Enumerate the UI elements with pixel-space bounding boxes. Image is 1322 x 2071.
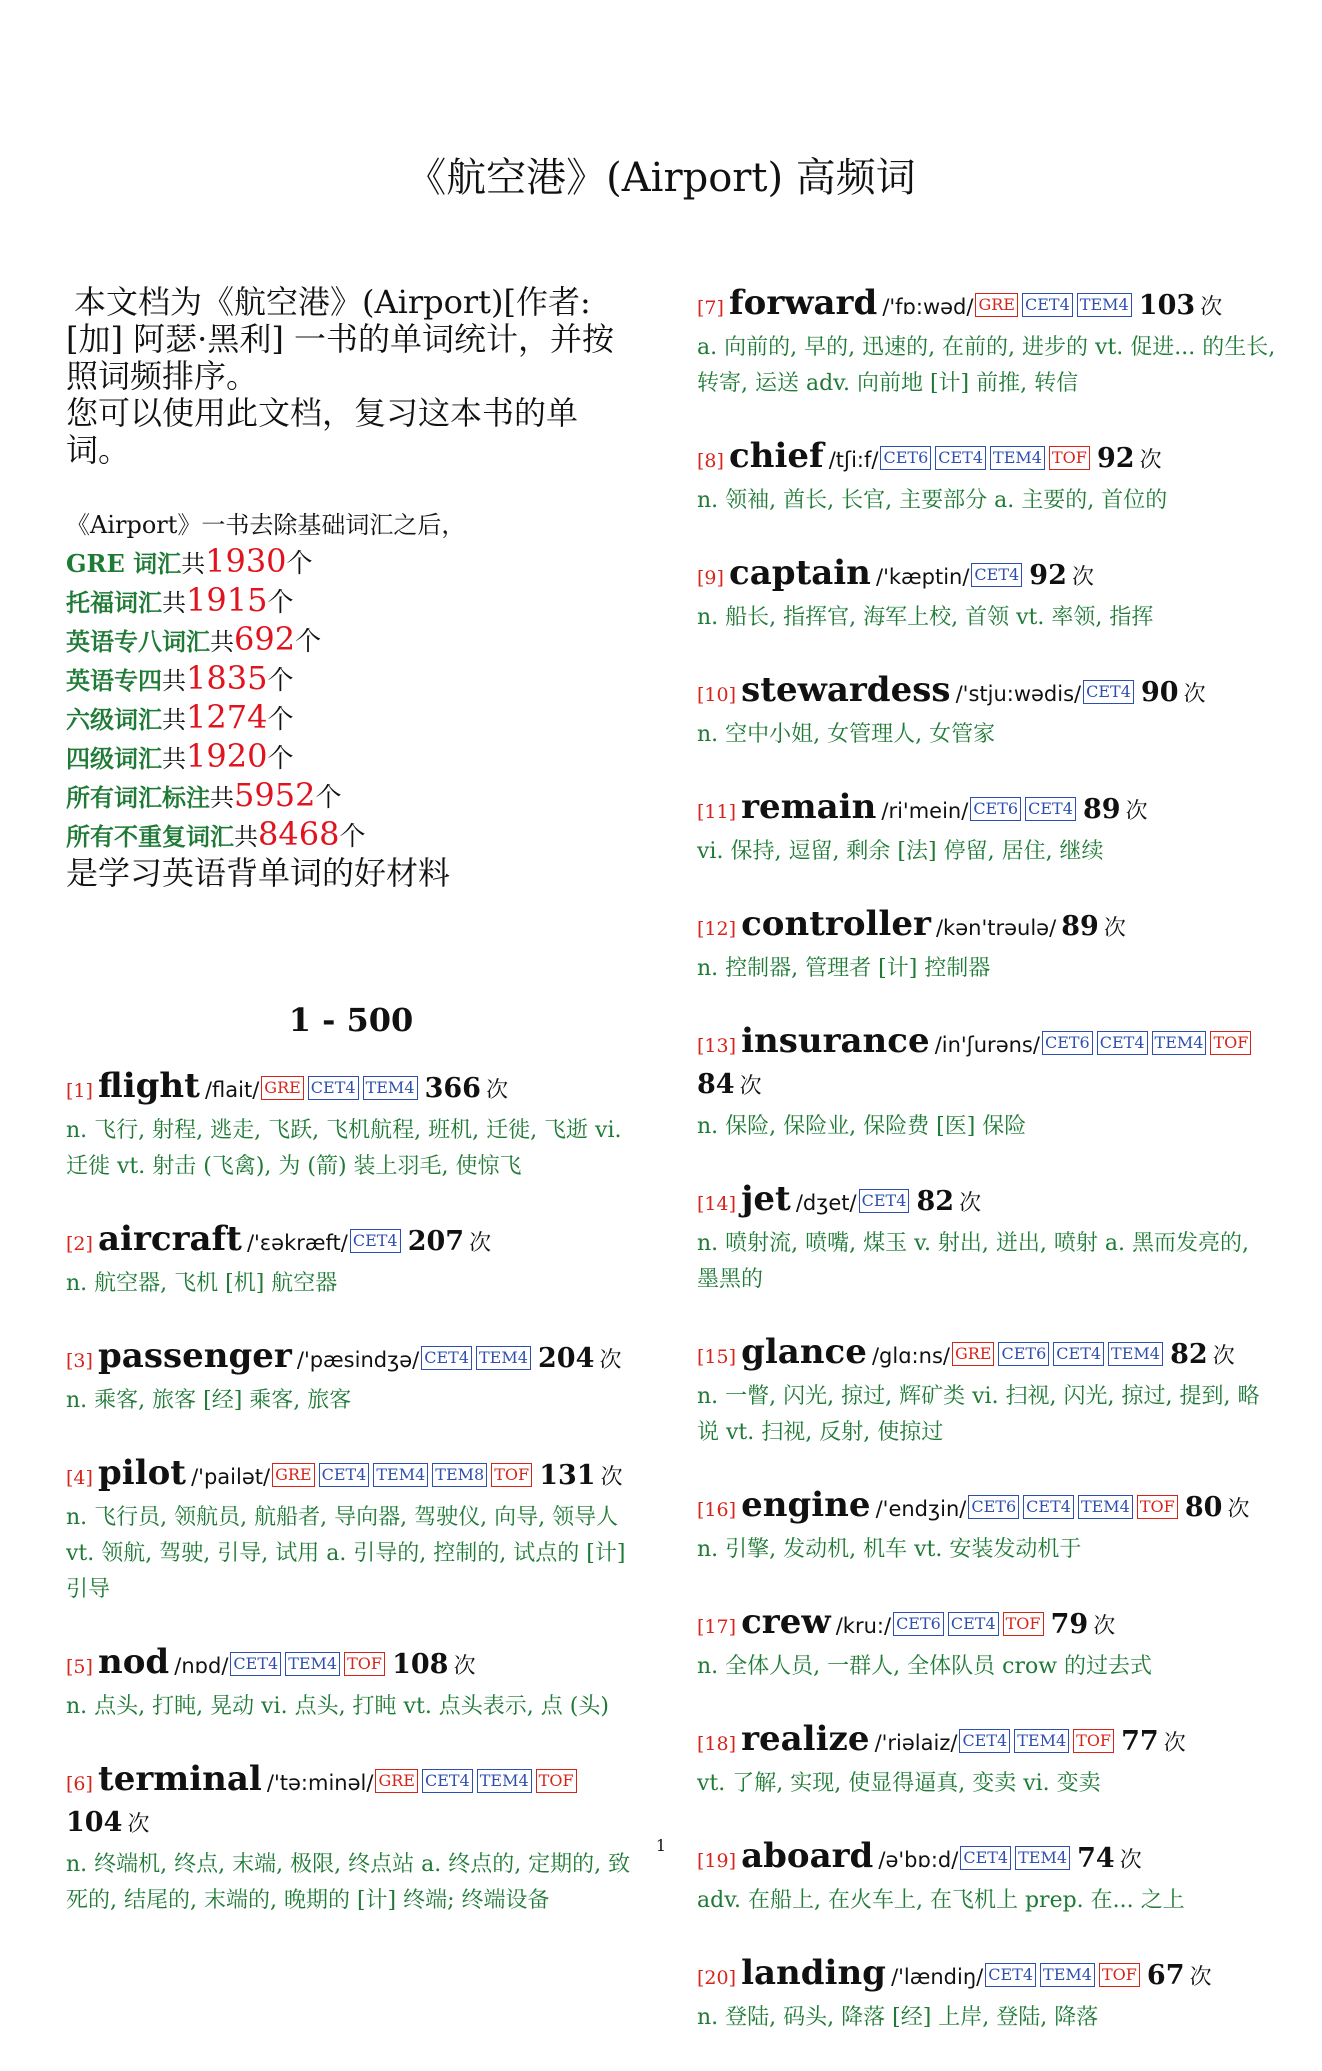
entry-definition: n. 乘客, 旅客 [经] 乘客, 旅客 bbox=[66, 1388, 352, 1413]
exam-tag: TEM4 bbox=[1015, 1846, 1070, 1870]
entry-rank: [20] bbox=[697, 1967, 737, 1989]
exam-tag: CET4 bbox=[1053, 1342, 1104, 1366]
intro-paragraph-2: 您可以使用此文档，复习这本书的单词。 bbox=[66, 394, 579, 469]
entry-word: stewardess bbox=[741, 670, 951, 710]
entry-rank: [5] bbox=[66, 1656, 93, 1678]
word-entry bbox=[697, 1180, 1277, 1298]
entry-head bbox=[66, 1067, 636, 1111]
entry-frequency: 82 bbox=[916, 1186, 955, 1217]
entry-frequency: 92 bbox=[1029, 560, 1067, 591]
stat-count: 1930 bbox=[205, 542, 287, 580]
entry-phonetic: /'ɛəkræft/ bbox=[246, 1231, 348, 1255]
exam-tag: TEM4 bbox=[1014, 1729, 1069, 1753]
entry-phonetic: /dʒet/ bbox=[795, 1191, 857, 1215]
entry-frequency: 207 bbox=[407, 1226, 465, 1257]
entry-word: terminal bbox=[98, 1759, 262, 1799]
entry-word: chief bbox=[729, 436, 824, 476]
entry-frequency: 74 bbox=[1077, 1843, 1115, 1874]
entry-definition: n. 点头, 打盹, 晃动 vi. 点头, 打盹 vt. 点头表示, 点 (头) bbox=[66, 1694, 609, 1719]
stat-line bbox=[66, 582, 636, 621]
entry-phonetic: /ə'bɒ:d/ bbox=[878, 1848, 959, 1872]
entry-definition: n. 一瞥, 闪光, 掠过, 辉矿类 vi. 扫视, 闪光, 掠过, 提到, 略说 vt. 扫视, 反射, 使掠过 bbox=[697, 1384, 1260, 1445]
entry-word: captain bbox=[729, 553, 871, 593]
exam-tag: TOF bbox=[1210, 1031, 1251, 1055]
entry-head bbox=[697, 1603, 1277, 1647]
entry-head bbox=[697, 1486, 1277, 1530]
stat-line bbox=[66, 621, 636, 660]
word-entry bbox=[66, 1454, 636, 1608]
entry-definition: vt. 了解, 实现, 使显得逼真, 变卖 vi. 变卖 bbox=[697, 1771, 1101, 1796]
word-entry bbox=[697, 1603, 1277, 1685]
stat-count: 1274 bbox=[186, 698, 268, 736]
entry-head bbox=[697, 905, 1277, 949]
exam-tag: TOF bbox=[1073, 1729, 1114, 1753]
word-entry bbox=[697, 1022, 1277, 1145]
entry-definition: n. 领袖, 酋长, 长官, 主要部分 a. 主要的, 首位的 bbox=[697, 488, 1168, 513]
stat-count: 692 bbox=[234, 620, 296, 658]
entry-frequency: 82 bbox=[1170, 1339, 1208, 1370]
stat-line bbox=[66, 816, 636, 855]
entry-head bbox=[66, 1643, 636, 1687]
exam-tag: CET4 bbox=[971, 563, 1022, 587]
exam-tag: TOF bbox=[536, 1769, 577, 1793]
word-entry bbox=[66, 1643, 636, 1725]
exam-tag: CET4 bbox=[230, 1652, 281, 1676]
entry-word: jet bbox=[741, 1179, 791, 1219]
stat-label: GRE 词汇 bbox=[66, 549, 182, 578]
frequency-unit: 次 bbox=[1227, 1497, 1250, 1522]
word-entry bbox=[697, 1333, 1277, 1451]
entry-word: insurance bbox=[741, 1021, 930, 1061]
frequency-unit: 次 bbox=[600, 1465, 623, 1490]
stat-mid: 共 bbox=[181, 550, 206, 578]
entry-phonetic: /'endʒin/ bbox=[875, 1497, 967, 1521]
word-entry bbox=[697, 1954, 1277, 2036]
exam-tag: TEM4 bbox=[363, 1076, 418, 1100]
exam-tag: TOF bbox=[491, 1463, 532, 1487]
stat-mid: 共 bbox=[234, 823, 258, 851]
frequency-unit: 次 bbox=[1163, 1731, 1186, 1756]
exam-tag: TOF bbox=[1049, 446, 1090, 470]
entry-rank: [4] bbox=[66, 1467, 93, 1489]
entry-word: realize bbox=[741, 1719, 870, 1759]
stat-count: 1915 bbox=[186, 581, 268, 619]
left-column bbox=[66, 284, 636, 1954]
entry-definition: n. 控制器, 管理者 [计] 控制器 bbox=[697, 956, 991, 981]
entry-rank: [17] bbox=[697, 1616, 737, 1638]
entry-definition: vi. 保持, 逗留, 剩余 [法] 停留, 居住, 继续 bbox=[697, 839, 1104, 864]
entry-word: landing bbox=[741, 1953, 886, 1993]
stat-lines bbox=[66, 543, 636, 855]
exam-tag: GRE bbox=[952, 1342, 995, 1366]
entry-word: aboard bbox=[741, 1836, 874, 1876]
entry-definition: n. 全体人员, 一群人, 全体队员 crow 的过去式 bbox=[697, 1654, 1153, 1679]
entry-word: crew bbox=[741, 1602, 831, 1642]
word-entry bbox=[697, 1720, 1277, 1802]
entry-phonetic: /'tə:minəl/ bbox=[266, 1771, 374, 1795]
exam-tag: CET4 bbox=[421, 1346, 472, 1370]
exam-tag: TEM4 bbox=[990, 446, 1045, 470]
entry-word: controller bbox=[741, 904, 931, 944]
entry-phonetic: /'kæptin/ bbox=[876, 565, 970, 589]
stat-count: 8468 bbox=[258, 815, 340, 853]
entry-frequency: 77 bbox=[1121, 1726, 1159, 1757]
stat-mid: 共 bbox=[162, 745, 186, 773]
right-column bbox=[697, 284, 1277, 2071]
exam-tag: CET6 bbox=[880, 446, 931, 470]
exam-tag: TEM4 bbox=[1152, 1031, 1207, 1055]
entry-frequency: 89 bbox=[1061, 911, 1099, 942]
exam-tag: TOF bbox=[1099, 1963, 1140, 1987]
exam-tag: TEM4 bbox=[477, 1769, 532, 1793]
entry-word: pilot bbox=[98, 1453, 187, 1493]
stat-label: 四级词汇 bbox=[66, 744, 162, 773]
exam-tag: TOF bbox=[1003, 1612, 1044, 1636]
exam-tag: TEM4 bbox=[1077, 293, 1132, 317]
exam-tag: CET6 bbox=[998, 1342, 1049, 1366]
entry-frequency: 366 bbox=[424, 1073, 481, 1104]
entry-rank: [6] bbox=[66, 1773, 93, 1795]
frequency-unit: 次 bbox=[1139, 448, 1162, 473]
stat-unit: 个 bbox=[267, 705, 294, 735]
stat-count: 1920 bbox=[186, 737, 268, 775]
entry-frequency: 131 bbox=[539, 1460, 596, 1491]
entry-frequency: 90 bbox=[1141, 677, 1179, 708]
frequency-unit: 次 bbox=[1189, 1965, 1212, 1990]
entry-frequency: 92 bbox=[1096, 443, 1135, 474]
entry-phonetic: /nɒd/ bbox=[174, 1654, 229, 1678]
stat-label: 托福词汇 bbox=[66, 588, 162, 617]
exam-tag: CET4 bbox=[948, 1612, 999, 1636]
exam-tag: TEM4 bbox=[1078, 1495, 1133, 1519]
exam-tag: CET4 bbox=[960, 1846, 1011, 1870]
entry-definition: a. 向前的, 早的, 迅速的, 在前的, 进步的 vt. 促进... 的生长, 转寄, 运送 adv. 向前地 [计] 前推, 转信 bbox=[697, 335, 1276, 396]
frequency-unit: 次 bbox=[1212, 1344, 1235, 1369]
intro-text bbox=[66, 284, 636, 469]
exam-tag: CET4 bbox=[1097, 1031, 1148, 1055]
entry-word: aircraft bbox=[98, 1219, 242, 1259]
entry-definition: n. 飞行, 射程, 逃走, 飞跃, 飞机航程, 班机, 迁徙, 飞逝 vi. 迁徙 vt. 射击 (飞禽), 为 (箭) 装上羽毛, 使惊飞 bbox=[66, 1118, 622, 1179]
frequency-unit: 次 bbox=[1103, 916, 1126, 941]
exam-tag: TOF bbox=[344, 1652, 385, 1676]
entry-word: nod bbox=[98, 1642, 170, 1682]
exam-tag: TEM4 bbox=[373, 1463, 428, 1487]
entry-rank: [2] bbox=[66, 1233, 93, 1255]
entry-list-right bbox=[697, 284, 1277, 2036]
stat-line bbox=[66, 738, 636, 777]
entry-word: flight bbox=[98, 1066, 200, 1106]
entry-rank: [18] bbox=[697, 1733, 737, 1755]
stat-count: 5952 bbox=[234, 776, 316, 814]
entry-frequency: 67 bbox=[1146, 1960, 1185, 1991]
entry-head bbox=[66, 1220, 636, 1264]
entry-frequency: 79 bbox=[1050, 1609, 1089, 1640]
entry-rank: [13] bbox=[697, 1035, 737, 1057]
stats-lead: 《Airport》一书去除基础词汇之后， bbox=[66, 511, 466, 539]
stat-label: 英语专八词汇 bbox=[66, 627, 210, 656]
frequency-unit: 次 bbox=[486, 1078, 509, 1103]
frequency-unit: 次 bbox=[1125, 799, 1148, 824]
stat-unit: 个 bbox=[267, 744, 294, 774]
exam-tag: CET4 bbox=[985, 1963, 1036, 1987]
entry-rank: [7] bbox=[697, 297, 724, 319]
stat-line bbox=[66, 660, 636, 699]
stat-label: 所有词汇标注 bbox=[66, 783, 210, 812]
exam-tag: TEM4 bbox=[476, 1346, 531, 1370]
entry-phonetic: /glɑ:ns/ bbox=[871, 1344, 950, 1368]
exam-tag: GRE bbox=[375, 1769, 418, 1793]
vocab-stats bbox=[66, 507, 636, 891]
entry-frequency: 103 bbox=[1138, 290, 1196, 321]
entry-rank: [19] bbox=[697, 1850, 737, 1872]
stat-unit: 个 bbox=[267, 588, 294, 618]
stat-label: 六级词汇 bbox=[66, 705, 162, 734]
exam-tag: CET6 bbox=[968, 1495, 1019, 1519]
entry-phonetic: /'pæsindʒə/ bbox=[296, 1348, 420, 1372]
entry-head bbox=[697, 1720, 1277, 1764]
entry-frequency: 204 bbox=[538, 1343, 595, 1374]
entry-word: remain bbox=[741, 787, 877, 827]
entry-word: passenger bbox=[98, 1336, 292, 1376]
frequency-unit: 次 bbox=[1071, 565, 1094, 590]
exam-tag: TEM4 bbox=[285, 1652, 340, 1676]
entry-definition: n. 登陆, 码头, 降落 [经] 上岸, 登陆, 降落 bbox=[697, 2005, 1099, 2030]
entry-frequency: 108 bbox=[392, 1649, 449, 1680]
entry-definition: n. 引擎, 发动机, 机车 vt. 安装发动机于 bbox=[697, 1537, 1082, 1562]
exam-tag: CET4 bbox=[319, 1463, 370, 1487]
word-entry bbox=[697, 905, 1277, 987]
stat-unit: 个 bbox=[267, 666, 294, 696]
entry-rank: [10] bbox=[697, 684, 737, 706]
entry-head bbox=[697, 437, 1277, 481]
frequency-unit: 次 bbox=[1119, 1848, 1142, 1873]
stat-label: 英语专四 bbox=[66, 666, 162, 695]
word-entry bbox=[697, 671, 1277, 753]
stat-line bbox=[66, 543, 636, 582]
exam-tag: CET4 bbox=[422, 1769, 473, 1793]
exam-tag: CET4 bbox=[1083, 680, 1134, 704]
entry-head bbox=[697, 284, 1277, 328]
word-entry bbox=[697, 554, 1277, 636]
entry-word: glance bbox=[741, 1332, 867, 1372]
exam-tag: GRE bbox=[272, 1463, 315, 1487]
frequency-unit: 次 bbox=[1183, 682, 1206, 707]
stat-line bbox=[66, 777, 636, 816]
stat-unit: 个 bbox=[286, 549, 313, 579]
exam-tag: TEM4 bbox=[1040, 1963, 1095, 1987]
stat-unit: 个 bbox=[295, 627, 322, 657]
frequency-unit: 次 bbox=[599, 1348, 622, 1373]
entry-phonetic: /ri'mein/ bbox=[881, 799, 969, 823]
entry-frequency: 80 bbox=[1184, 1492, 1223, 1523]
entry-definition: n. 空中小姐, 女管理人, 女管家 bbox=[697, 722, 996, 747]
frequency-unit: 次 bbox=[469, 1231, 492, 1256]
exam-tag: TOF bbox=[1137, 1495, 1178, 1519]
entry-definition: n. 飞行员, 领航员, 航船者, 导向器, 驾驶仪, 向导, 领导人 vt. 领航, 驾驶, 引导, 试用 a. 引导的, 控制的, 试点的 [计] 引导 bbox=[66, 1505, 626, 1602]
entry-frequency: 89 bbox=[1082, 794, 1121, 825]
stat-mid: 共 bbox=[162, 667, 186, 695]
entry-phonetic: /kən'trəulə/ bbox=[935, 916, 1057, 940]
entry-rank: [14] bbox=[697, 1193, 737, 1215]
word-entry bbox=[697, 1486, 1277, 1568]
stat-mid: 共 bbox=[210, 628, 234, 656]
entry-phonetic: /'pailət/ bbox=[191, 1465, 271, 1489]
entry-phonetic: /in'ʃurəns/ bbox=[934, 1033, 1040, 1057]
intro-paragraph-1: 本文档为《航空港》(Airport)[作者: [加] 阿瑟·黑利] 一书的单词统计，并按照词频排序。 bbox=[66, 283, 614, 395]
exam-tag: CET4 bbox=[859, 1189, 910, 1213]
frequency-unit: 次 bbox=[1093, 1614, 1116, 1639]
stats-closing: 是学习英语背单词的好材料 bbox=[66, 854, 451, 892]
exam-tag: CET6 bbox=[1042, 1031, 1093, 1055]
exam-tag: TEM4 bbox=[1108, 1342, 1163, 1366]
stat-mid: 共 bbox=[210, 784, 234, 812]
exam-tag: CET4 bbox=[959, 1729, 1010, 1753]
entry-frequency: 84 bbox=[697, 1069, 735, 1100]
entry-head bbox=[697, 788, 1277, 832]
entry-rank: [1] bbox=[66, 1080, 93, 1102]
entry-head bbox=[697, 1022, 1277, 1107]
exam-tag: CET4 bbox=[1022, 293, 1073, 317]
word-entry bbox=[66, 1067, 636, 1185]
exam-tag: CET4 bbox=[1025, 797, 1076, 821]
frequency-unit: 次 bbox=[1200, 295, 1223, 320]
entry-rank: [12] bbox=[697, 918, 737, 940]
stat-mid: 共 bbox=[162, 706, 186, 734]
stat-unit: 个 bbox=[315, 783, 342, 813]
exam-tag: CET4 bbox=[350, 1229, 401, 1253]
entry-phonetic: /'fɒ:wəd/ bbox=[882, 295, 974, 319]
entry-phonetic: /'stju:wədis/ bbox=[955, 682, 1082, 706]
word-entry bbox=[66, 1220, 636, 1302]
entry-rank: [8] bbox=[697, 450, 724, 472]
entry-rank: [9] bbox=[697, 567, 724, 589]
entry-head bbox=[697, 1333, 1277, 1377]
stat-label: 所有不重复词汇 bbox=[66, 822, 234, 851]
exam-tag: CET4 bbox=[935, 446, 986, 470]
entry-phonetic: /flait/ bbox=[204, 1078, 260, 1102]
exam-tag: CET4 bbox=[1023, 1495, 1074, 1519]
exam-tag: CET6 bbox=[893, 1612, 944, 1636]
word-entry bbox=[697, 284, 1277, 402]
stat-count: 1835 bbox=[186, 659, 268, 697]
entry-rank: [16] bbox=[697, 1499, 737, 1521]
entry-head bbox=[66, 1454, 636, 1498]
entry-head bbox=[697, 1954, 1277, 1998]
word-entry bbox=[697, 437, 1277, 519]
page-number: 1 bbox=[655, 1836, 667, 1855]
entry-phonetic: /'lændiŋ/ bbox=[891, 1965, 984, 1989]
entry-head bbox=[66, 1337, 636, 1381]
frequency-unit: 次 bbox=[453, 1654, 476, 1679]
word-entry bbox=[66, 1337, 636, 1419]
entry-definition: n. 船长, 指挥官, 海军上校, 首领 vt. 率领, 指挥 bbox=[697, 605, 1154, 630]
entry-head bbox=[697, 1180, 1277, 1224]
entry-head bbox=[697, 671, 1277, 715]
entry-definition: adv. 在船上, 在火车上, 在飞机上 prep. 在... 之上 bbox=[697, 1888, 1185, 1913]
exam-tag: CET6 bbox=[970, 797, 1021, 821]
entry-definition: n. 终端机, 终点, 末端, 极限, 终点站 a. 终点的, 定期的, 致死的, 结尾的, 末端的, 晚期的 [计] 终端; 终端设备 bbox=[66, 1852, 631, 1913]
word-entry bbox=[697, 788, 1277, 870]
entry-rank: [15] bbox=[697, 1346, 737, 1368]
entry-phonetic: /tʃi:f/ bbox=[828, 448, 879, 472]
page-title: 《航空港》(Airport) 高频词 bbox=[406, 155, 916, 201]
entry-rank: [3] bbox=[66, 1350, 93, 1372]
exam-tag: GRE bbox=[261, 1076, 304, 1100]
entry-phonetic: /kru:/ bbox=[835, 1614, 892, 1638]
entry-definition: n. 航空器, 飞机 [机] 航空器 bbox=[66, 1271, 338, 1296]
entry-head bbox=[66, 1760, 636, 1845]
stat-line bbox=[66, 699, 636, 738]
exam-tag: GRE bbox=[975, 293, 1018, 317]
exam-tag: CET4 bbox=[308, 1076, 359, 1100]
entry-word: engine bbox=[741, 1485, 871, 1525]
entry-head bbox=[697, 554, 1277, 598]
entry-definition: n. 保险, 保险业, 保险费 [医] 保险 bbox=[697, 1114, 1027, 1139]
section-heading: 1 - 500 bbox=[288, 1001, 414, 1039]
stat-mid: 共 bbox=[162, 589, 186, 617]
exam-tag: TEM8 bbox=[432, 1463, 487, 1487]
stat-unit: 个 bbox=[339, 822, 366, 852]
entry-frequency: 104 bbox=[66, 1807, 123, 1838]
frequency-unit: 次 bbox=[959, 1191, 982, 1216]
entry-phonetic: /'riəlaiz/ bbox=[874, 1731, 958, 1755]
frequency-unit: 次 bbox=[127, 1812, 150, 1837]
entry-list-left bbox=[66, 1067, 636, 1919]
entry-word: forward bbox=[729, 283, 878, 323]
frequency-unit: 次 bbox=[739, 1074, 762, 1099]
entry-rank: [11] bbox=[697, 801, 737, 823]
entry-definition: n. 喷射流, 喷嘴, 煤玉 v. 射出, 迸出, 喷射 a. 黑而发亮的, 墨黑的 bbox=[697, 1231, 1249, 1292]
